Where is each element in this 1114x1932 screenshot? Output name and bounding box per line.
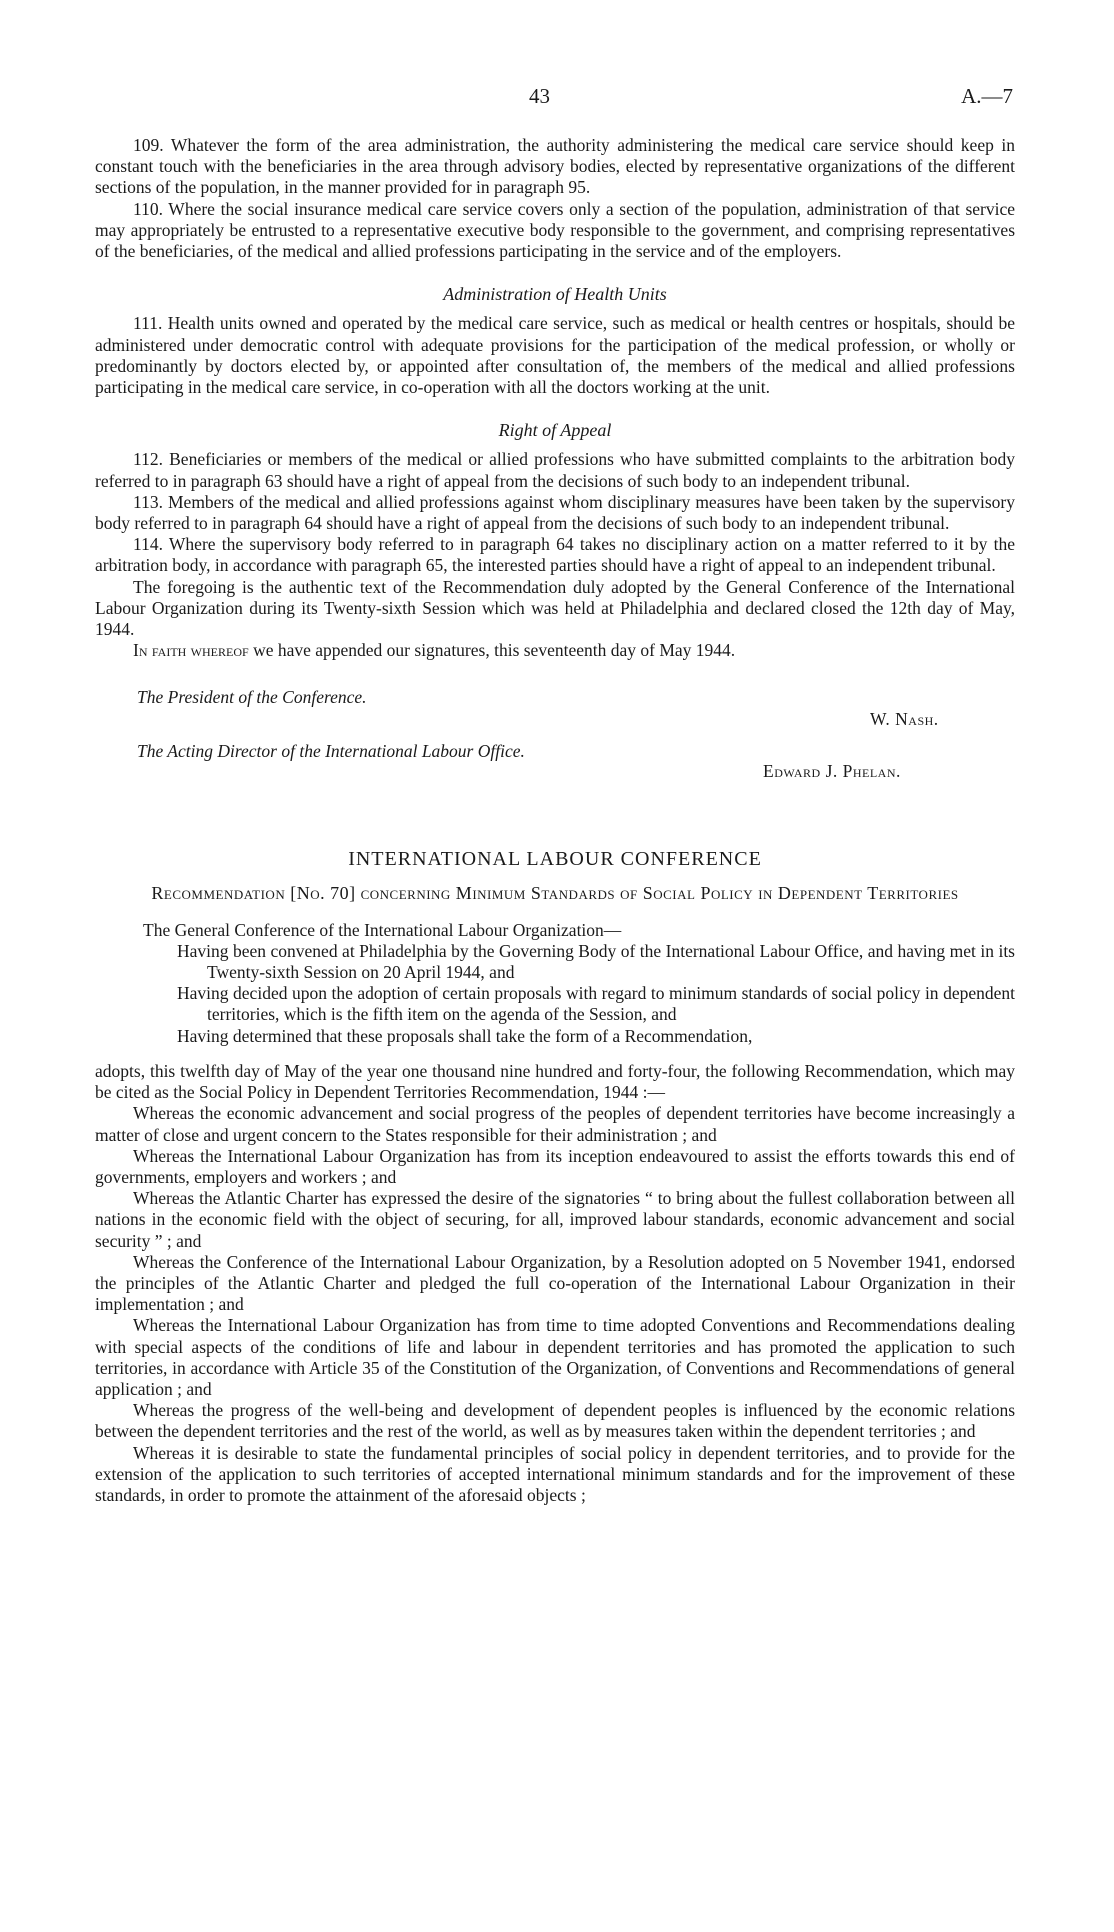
authentic-text-paragraph: The foregoing is the authentic text of the Recommendation duly adopted by the General Conference of the International Labour Organization during its Twenty-sixth Session which was held at Philadelphia and declared closed the 12th day of May, 1944. [95,576,1015,640]
witness-prefix: In faith whereof [133,640,249,661]
paragraph-109: 109. Whatever the form of the area administration, the authority administering the medical care service should keep in constant touch with the beneficiaries in the area through advisory bodies, elected by representative organizations of the different sections of the population, in the manner provided for in paragraph 95. [95,135,1015,198]
paragraph-114: 114. Where the supervisory body referred to in paragraph 64 takes no disciplinary action on a matter referred to it by the arbitration body, in accordance with paragraph 65, the interested parties should have a right of appeal to an independent tribunal. [95,534,1015,576]
whereas-clause: Whereas the progress of the well-being and development of dependent peoples is influenced by the economic relations between the dependent territories and the rest of the world, as well as by measures taken within the dependent territories ; and [95,1400,1015,1442]
president-name: W. Nash. [870,709,939,730]
signature-block [95,677,1015,782]
paragraph-113: 113. Members of the medical and allied professions against whom disciplinary measures have been taken by the supervisory body referred to in paragraph 64 should have a right of appeal from the decisions of such body to an independent tribunal. [95,491,1015,534]
heading-right-of-appeal: Right of Appeal [498,420,612,441]
having-clause: Having been convened at Philadelphia by the Governing Body of the International Labour Office, and having met in its Twenty-sixth Session on 20 April 1944, and [177,940,1015,983]
whereas-clause: Whereas the Atlantic Charter has expressed the desire of the signatories “ to bring about the fullest collaboration between all nations in the economic field with the object of securing, for all, improved labour standards, economic advancement and social security ” ; and [95,1188,1015,1251]
page-header [0,84,1114,114]
director-label: The Acting Director of the International Labour Office. [137,741,525,762]
having-clause: Having decided upon the adoption of certain proposals with regard to minimum standards of social policy in dependent territories, which is the fifth item on the agenda of the Session, and [177,983,1015,1025]
heading-health-units: Administration of Health Units [443,284,667,305]
president-label: The President of the Conference. [137,687,367,708]
whereas-clause: Whereas it is desirable to state the fundamental principles of social policy in dependent territories, and to provide for the extension of the application to such territories of accepted international minimum standards and for the improvement of these standards, in order to promote the attainment of the aforesaid objects ; [95,1442,1015,1505]
adopts-paragraph: adopts, this twelfth day of May of the year one thousand nine hundred and forty-four, the following Recommendation, which may be cited as the Social Policy in Dependent Territories Recommendation, 1944 :— [95,1060,1015,1103]
paragraph-110: 110. Where the social insurance medical care service covers only a section of the population, administration of that service may appropriately be entrusted to a representative executive body responsible to the government, and comprising representatives of the beneficiaries, of the medical and allied professions participating in the service and of the employers. [95,198,1015,262]
opening-line: The General Conference of the International Labour Organization— [143,919,622,940]
whereas-clause: Whereas the International Labour Organization has from time to time adopted Conventions and Recommendations dealing with special aspects of the conditions of life and labour in dependent territories and has promoted the application to such territories, in accordance with Article 35 of the Constitution of the Organization, of Conventions and Recommendations of general application ; and [95,1315,1015,1399]
whereas-clause: Whereas the economic advancement and social progress of the peoples of dependent territories have become increasingly a matter of close and urgent concern to the States responsible for their administration ; and [95,1103,1015,1145]
having-clause: Having determined that these proposals shall take the form of a Recommendation, [177,1025,753,1046]
paragraph-111: 111. Health units owned and operated by the medical care service, such as medical or health centres or hospitals, should be administered under democratic control with adequate provisions for the participation of the medical profession, or wholly or predominantly by doctors elected by, or appointed after consultation of, the members of the medical and allied professions participating in the medical care service, in co-operation with all the doctors working at the unit. [95,313,1015,398]
page-number: 43 [529,84,550,108]
witness-paragraph [95,640,1015,661]
whereas-clause: Whereas the Conference of the International Labour Organization, by a Resolution adopted on 5 November 1941, endorsed the principles of the Atlantic Charter and pledged the full co-operation of the International Labour Organization in their implementation ; and [95,1251,1015,1315]
whereas-clause: Whereas the International Labour Organization has from its inception endeavoured to assist the efforts towards this end of governments, employers and workers ; and [95,1145,1015,1187]
conference-title: INTERNATIONAL LABOUR CONFERENCE [348,848,762,871]
page-body [95,135,1015,1506]
witness-text: we have appended our signatures, this seventeenth day of May 1944. [248,640,736,661]
paragraph-112: 112. Beneficiaries or members of the medical or allied professions who have submitted complaints to the arbitration body referred to in paragraph 63 should have a right of appeal from the decisions of such body to an independent tribunal. [95,449,1015,491]
document-reference: A.—7 [961,84,1013,108]
director-name: Edward J. Phelan. [763,761,901,782]
recommendation-title: Recommendation [No. 70] concerning Minimum Standards of Social Policy in Dependent Territories [151,882,959,903]
